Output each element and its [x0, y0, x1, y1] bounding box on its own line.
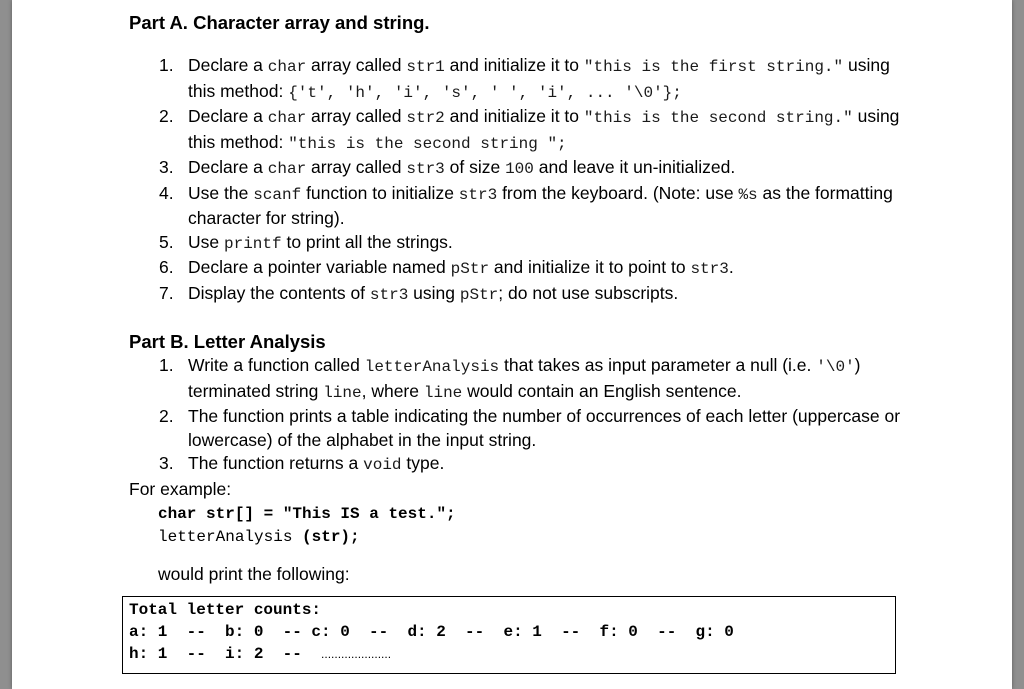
output-header: Total letter counts: — [129, 601, 322, 619]
inline-code: str1 — [406, 58, 445, 76]
text-segment: array called — [306, 106, 407, 126]
inline-code: pStr — [459, 285, 499, 304]
text-segment: array called — [306, 157, 407, 177]
text-segment: function to initialize — [301, 182, 459, 203]
part-a-item-3 — [129, 156, 909, 182]
would-print-label: would print the following: — [158, 564, 350, 584]
list-number: 1. — [159, 355, 174, 375]
text-segment: . — [728, 257, 734, 277]
part-b-item-3 — [129, 452, 909, 478]
part-b-item-1 — [129, 354, 909, 405]
text-segment: type. — [401, 453, 445, 473]
text-segment: Use the — [188, 182, 254, 203]
inline-code: str3 — [369, 285, 409, 304]
text-segment: using — [408, 282, 460, 303]
inline-code: scanf — [253, 185, 302, 204]
part-a-item-1 — [129, 54, 909, 105]
code-function-name: letterAnalysis — [158, 528, 293, 546]
part-a-item-5 — [129, 231, 909, 257]
inline-code: "this is the second string." — [583, 109, 853, 127]
list-number: 1. — [159, 55, 174, 75]
part-a-item-2 — [129, 105, 909, 156]
code-line-call — [158, 526, 909, 549]
part-b-item-2 — [129, 405, 909, 452]
text-segment: using this method: — [188, 55, 890, 101]
list-number: 2. — [159, 406, 174, 426]
list-number: 3. — [159, 453, 174, 473]
for-example-label: For example: — [129, 478, 232, 499]
inline-code: 100 — [505, 160, 534, 178]
text-segment: Use — [188, 231, 224, 252]
list-number: 5. — [159, 231, 174, 252]
code-line-declaration: char str[] = "This IS a test."; — [158, 505, 456, 523]
inline-code: str3 — [458, 185, 498, 204]
text-segment: Declare a — [188, 55, 268, 75]
text-segment: Display the contents of — [188, 282, 370, 303]
inline-code: {'t', 'h', 'i', 's', ' ', 'i', ... '\0'}; — [288, 83, 682, 102]
text-segment: Declare a — [188, 106, 268, 126]
text-segment: and initialize it to — [444, 106, 584, 126]
example-code — [158, 503, 909, 549]
inline-code: "this is the first string." — [583, 58, 844, 76]
inline-code: str2 — [406, 109, 445, 127]
inline-code: void — [363, 456, 402, 474]
part-a-item-7 — [129, 282, 909, 308]
part-a-item-4 — [129, 182, 909, 231]
text-segment: and initialize it to — [444, 55, 584, 75]
text-segment: and leave it un-initialized. — [533, 157, 736, 177]
list-number: 7. — [159, 282, 174, 303]
code-function-args: (str); — [292, 528, 360, 546]
text-segment: as the formatting character for string). — [188, 182, 893, 228]
part-b-list — [129, 354, 909, 478]
inline-code: line — [423, 383, 463, 402]
text-segment: The function returns a — [188, 453, 364, 473]
part-a-item-6 — [129, 256, 909, 282]
inline-code: char — [267, 109, 307, 127]
text-segment: that takes as input parameter a null (i.e. — [499, 355, 817, 375]
output-box — [122, 596, 896, 674]
inline-code: pStr — [450, 260, 490, 278]
part-a-title: Part A. Character array and string. — [129, 12, 430, 33]
text-segment: would contain an English sentence. — [462, 380, 742, 401]
inline-code: str3 — [406, 160, 445, 178]
list-number: 3. — [159, 157, 174, 177]
text-segment: array called — [306, 55, 407, 75]
text-segment: of size — [444, 157, 506, 177]
inline-code: line — [323, 383, 362, 402]
inline-code: "this is the second string "; — [288, 134, 567, 153]
list-number: 2. — [159, 106, 174, 126]
text-segment: and initialize it to point to — [489, 257, 691, 277]
part-b-title: Part B. Letter Analysis — [129, 331, 326, 352]
inline-code: str3 — [690, 260, 729, 278]
text-segment: Declare a — [188, 157, 268, 177]
inline-code: char — [267, 58, 307, 76]
inline-code: printf — [223, 234, 282, 253]
text-segment: , where — [361, 380, 424, 401]
list-number: 4. — [159, 182, 174, 203]
document-content — [129, 10, 909, 587]
text-segment: ) terminated string — [188, 355, 861, 401]
output-row-2 — [129, 643, 889, 665]
text-segment: Declare a pointer variable named — [188, 257, 451, 277]
text-segment: to print all the strings. — [281, 231, 453, 252]
text-segment: The function prints a table indicating the number of occurrences of each letter (uppercase or lowercase) of the alphabet in the input string. — [188, 406, 901, 450]
inline-code: letterAnalysis — [364, 358, 500, 376]
output-row-1: a: 1 -- b: 0 -- c: 0 -- d: 2 -- e: 1 -- f: 0 -- g: 0 — [129, 623, 734, 641]
document-page — [12, 0, 1012, 689]
inline-code: char — [267, 160, 307, 178]
output-row-2-text: h: 1 -- i: 2 -- — [129, 645, 322, 663]
part-a-list — [129, 54, 909, 307]
output-ellipsis: ..................... — [321, 647, 392, 661]
inline-code: '\0' — [816, 358, 855, 376]
text-segment: using this method: — [188, 106, 900, 152]
text-segment: from the keyboard. (Note: use — [497, 182, 739, 203]
text-segment: Write a function called — [188, 355, 365, 375]
list-number: 6. — [159, 257, 174, 277]
text-segment: ; do not use subscripts. — [498, 282, 679, 303]
inline-code: %s — [738, 185, 758, 204]
